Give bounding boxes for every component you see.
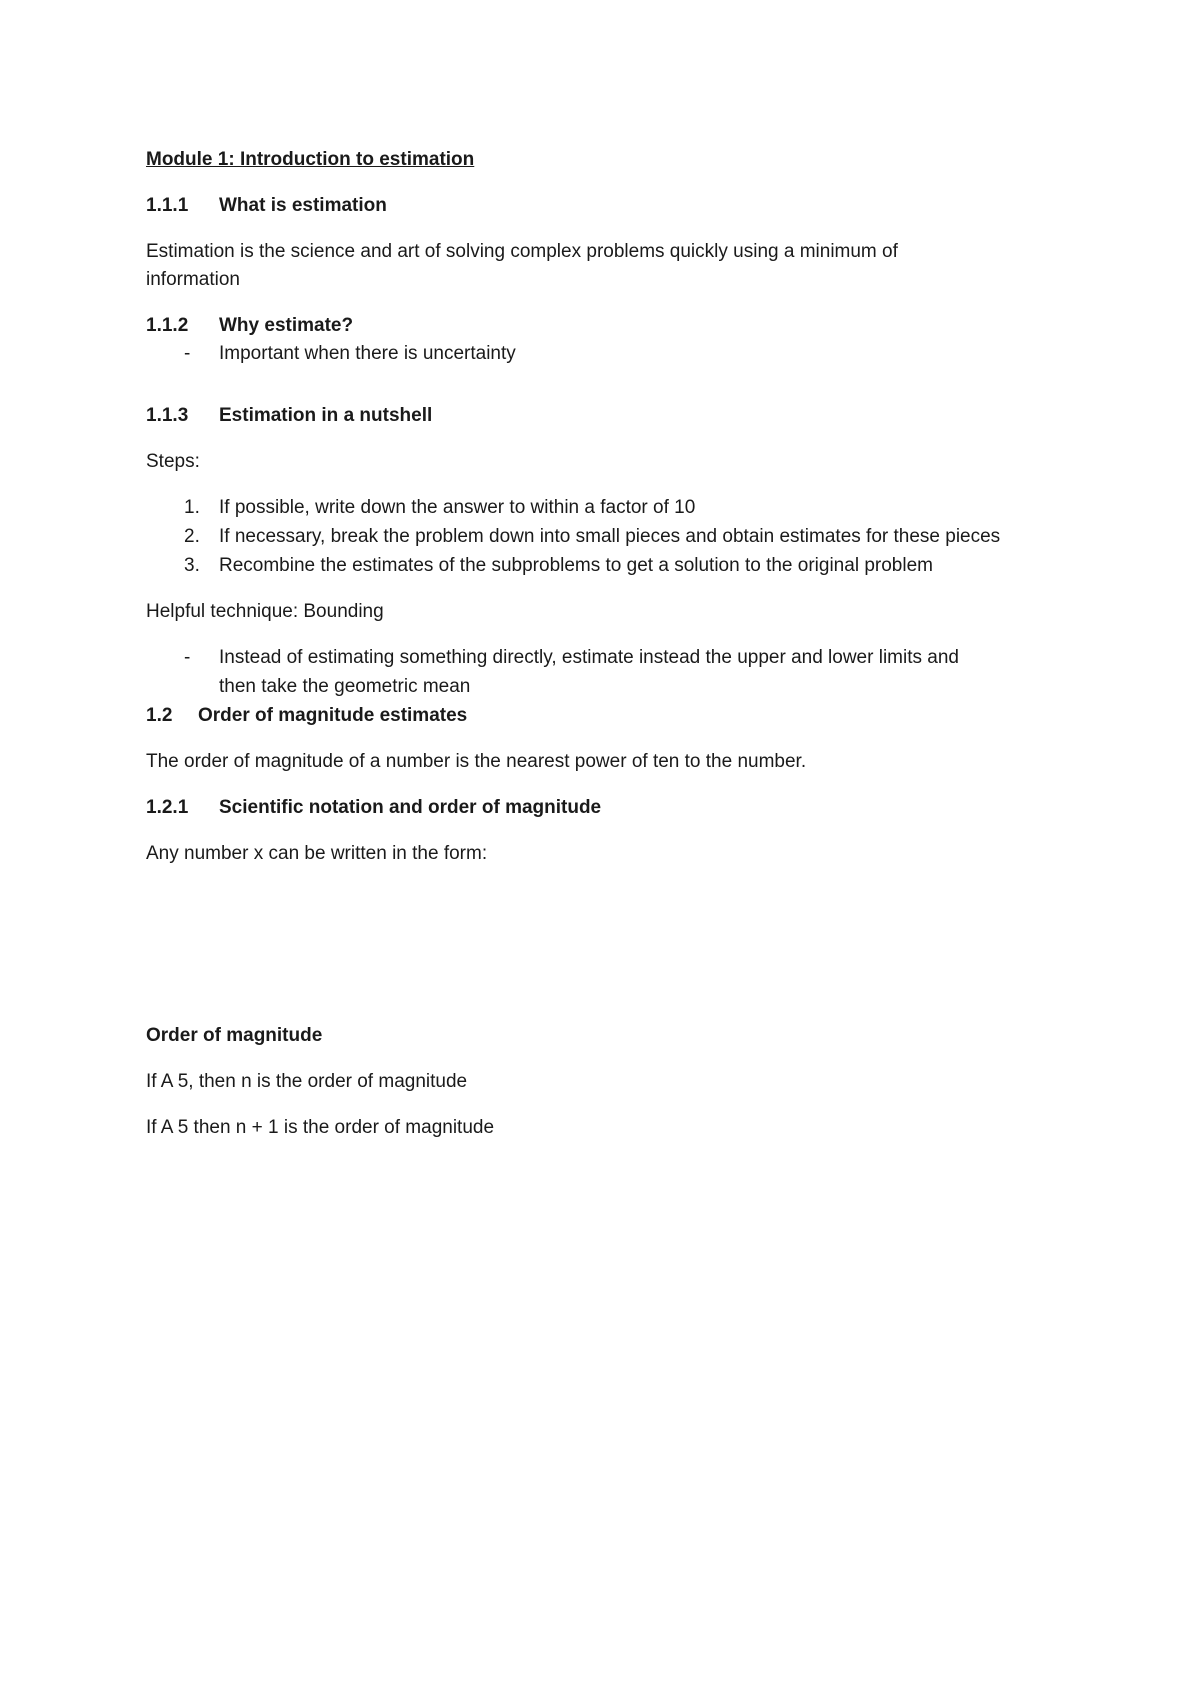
section-heading-1-1-3: [146, 404, 432, 428]
body-paragraph: Any number x can be written in the form:: [146, 843, 488, 864]
steps-label: Steps:: [146, 451, 200, 472]
list-marker: 3.: [184, 555, 200, 576]
section-title: Scientific notation and order of magnitude: [219, 797, 602, 818]
section-number: 1.1.3: [146, 405, 189, 426]
section-heading-1-1-1: [146, 194, 387, 218]
rule-line: If A 5 then n + 1 is the order of magnitude: [146, 1117, 495, 1138]
list-marker: 1.: [184, 497, 200, 518]
section-number: 1.1.1: [146, 195, 189, 216]
subheading-order-of-magnitude: Order of magnitude: [146, 1025, 323, 1046]
bullet-text: Instead of estimating something directly, estimate instead the upper and lower limits and: [219, 647, 959, 668]
section-heading-1-2-1: [146, 796, 601, 820]
section-heading-1-1-2: [146, 314, 353, 338]
section-number: 1.2.1: [146, 797, 189, 818]
section-number: 1.1.2: [146, 315, 189, 336]
section-title: Estimation in a nutshell: [219, 405, 433, 426]
bullet-text-continued: then take the geometric mean: [219, 676, 471, 697]
body-paragraph: The order of magnitude of a number is the nearest power of ten to the number.: [146, 751, 807, 772]
list-text: If possible, write down the answer to within a factor of 10: [219, 497, 696, 518]
list-marker: 2.: [184, 526, 200, 547]
section-title: What is estimation: [219, 195, 387, 216]
section-number: 1.2: [146, 705, 173, 726]
section-title: Why estimate?: [219, 315, 354, 336]
module-title: Module 1: Introduction to estimation: [146, 149, 475, 170]
body-paragraph-line: Estimation is the science and art of solving complex problems quickly using a minimum of: [146, 241, 898, 262]
bullet-marker: -: [184, 343, 191, 364]
section-heading-1-2: [146, 704, 467, 728]
body-paragraph-line: information: [146, 269, 240, 290]
list-text: Recombine the estimates of the subproblems to get a solution to the original problem: [219, 555, 933, 576]
helpful-technique: Helpful technique: Bounding: [146, 601, 384, 622]
bullet-text: Important when there is uncertainty: [219, 343, 516, 364]
section-title: Order of magnitude estimates: [198, 705, 468, 726]
list-text: If necessary, break the problem down into small pieces and obtain estimates for these pieces: [219, 526, 1001, 547]
rule-line: If A 5, then n is the order of magnitude: [146, 1071, 468, 1092]
bullet-marker: -: [184, 647, 191, 668]
